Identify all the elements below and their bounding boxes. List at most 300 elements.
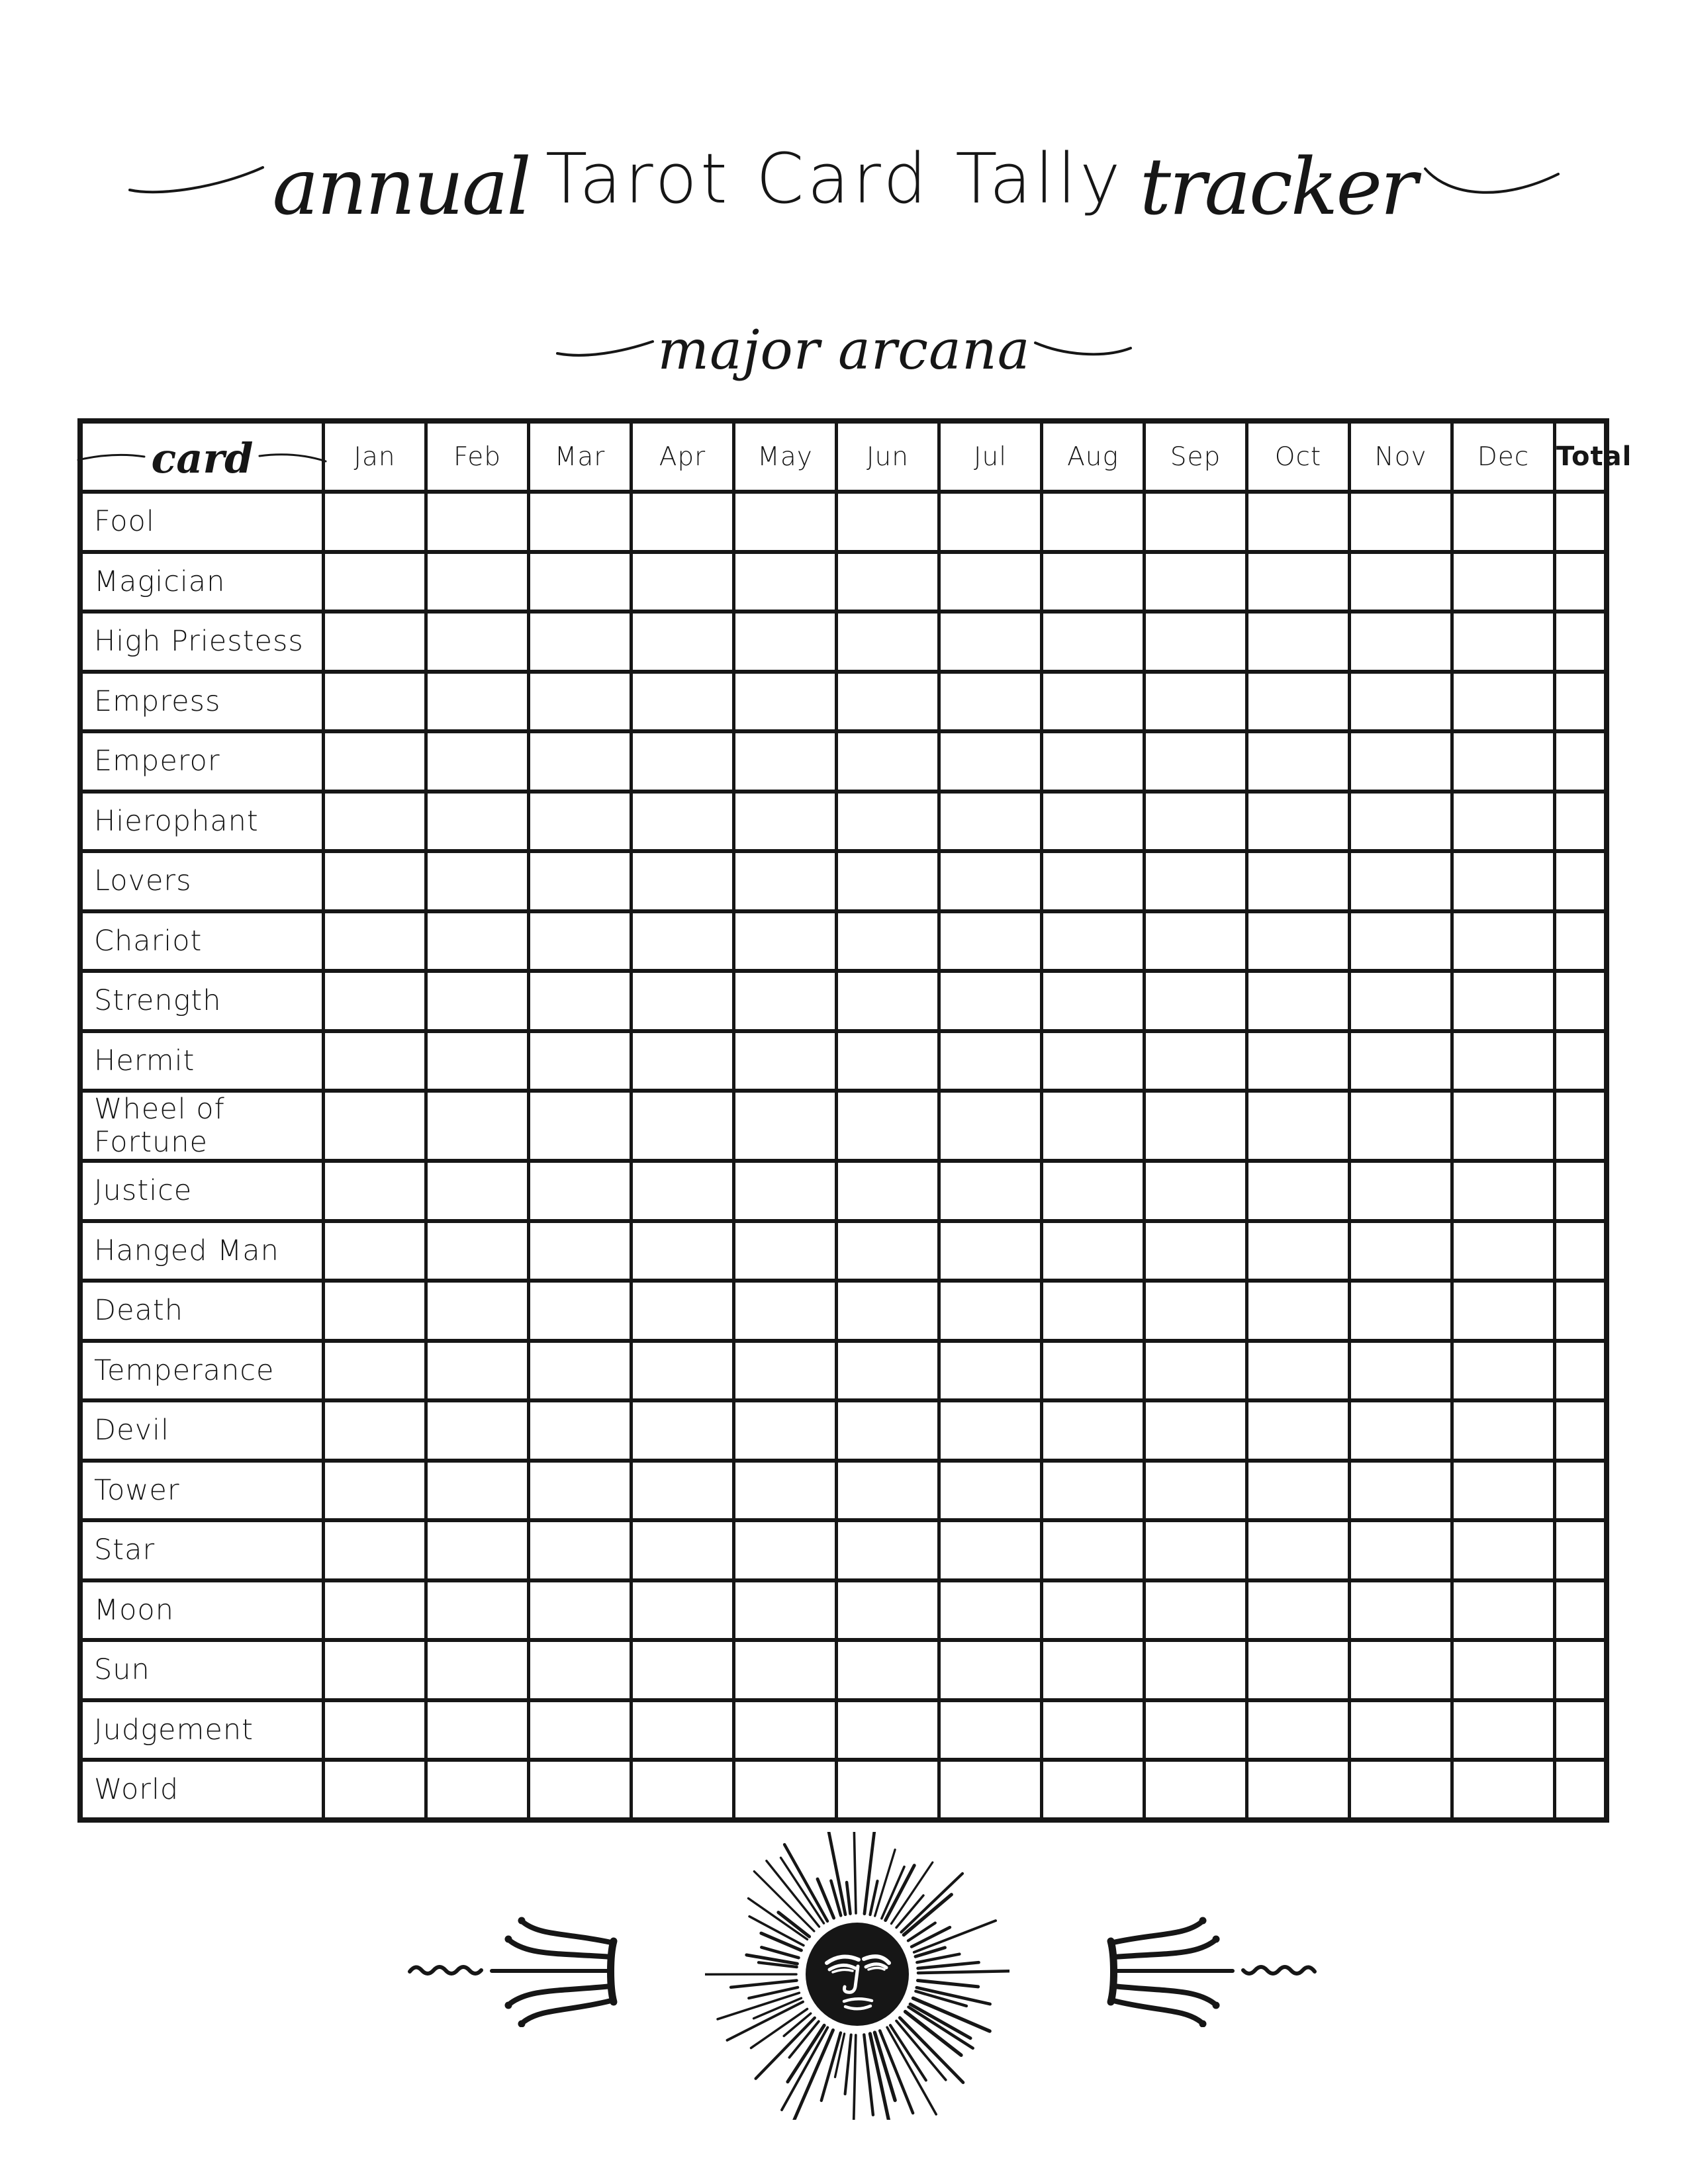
tally-cell xyxy=(1350,1221,1452,1281)
tally-cell xyxy=(529,1161,632,1221)
table-row xyxy=(80,731,1607,792)
tally-cell xyxy=(632,792,734,852)
total-cell xyxy=(1555,1700,1607,1760)
tally-cell xyxy=(1350,971,1452,1031)
tally-cell xyxy=(734,1161,837,1221)
tally-cell xyxy=(1247,672,1350,732)
tally-cell xyxy=(426,911,529,972)
tally-cell xyxy=(734,851,837,911)
tally-cell xyxy=(324,1461,426,1521)
total-cell xyxy=(1555,731,1607,792)
table-row xyxy=(80,971,1607,1031)
tally-cell xyxy=(1247,1520,1350,1580)
tally-cell xyxy=(837,672,939,732)
tally-table xyxy=(77,418,1632,1823)
table-row xyxy=(80,1580,1607,1641)
tally-cell xyxy=(529,971,632,1031)
tally-cell xyxy=(1042,1461,1145,1521)
table-row xyxy=(80,1700,1607,1760)
tally-cell xyxy=(734,1461,837,1521)
tally-cell xyxy=(324,1221,426,1281)
tally-cell xyxy=(1350,672,1452,732)
tally-cell xyxy=(939,1221,1042,1281)
tally-cell xyxy=(1452,1091,1555,1161)
tally-cell xyxy=(1247,1221,1350,1281)
tally-cell xyxy=(1042,552,1145,612)
tally-cell xyxy=(1350,1281,1452,1341)
tally-cell xyxy=(1350,1031,1452,1091)
tally-cell xyxy=(426,1221,529,1281)
card-name-cell: Judgement xyxy=(80,1700,324,1760)
tally-cell xyxy=(1145,552,1247,612)
card-name-cell: Wheel of Fortune xyxy=(80,1091,324,1161)
tally-cell xyxy=(529,911,632,972)
tally-cell xyxy=(1145,1520,1247,1580)
tally-cell xyxy=(1145,971,1247,1031)
tally-cell xyxy=(529,1580,632,1641)
total-cell xyxy=(1555,911,1607,972)
table-row xyxy=(80,672,1607,732)
card-column-header xyxy=(80,421,324,492)
tally-cell xyxy=(939,851,1042,911)
tally-cell xyxy=(734,1640,837,1700)
table-row xyxy=(80,1161,1607,1221)
tally-cell xyxy=(1452,672,1555,732)
tally-cell xyxy=(1042,1091,1145,1161)
tally-cell xyxy=(1350,1341,1452,1401)
tally-cell xyxy=(837,1031,939,1091)
total-column-header: Total xyxy=(1555,421,1607,492)
tally-cell xyxy=(324,1580,426,1641)
table-row xyxy=(80,1640,1607,1700)
tally-cell xyxy=(1042,1031,1145,1091)
tally-cell xyxy=(1145,1091,1247,1161)
tally-cell xyxy=(426,1520,529,1580)
tally-cell xyxy=(1247,731,1350,792)
table-row xyxy=(80,552,1607,612)
tally-cell xyxy=(1452,1760,1555,1820)
tally-cell xyxy=(837,552,939,612)
card-name-cell: High Priestess xyxy=(80,612,324,672)
tally-cell xyxy=(939,672,1042,732)
tally-cell xyxy=(632,1161,734,1221)
tally-cell xyxy=(1145,1221,1247,1281)
tally-cell xyxy=(529,1520,632,1580)
tally-cell xyxy=(426,1031,529,1091)
tally-cell xyxy=(324,492,426,552)
tally-cell xyxy=(734,971,837,1031)
tally-cell xyxy=(1452,1400,1555,1461)
tally-cell xyxy=(426,971,529,1031)
tally-cell xyxy=(426,1760,529,1820)
table-row xyxy=(80,1461,1607,1521)
tally-cell xyxy=(1247,1281,1350,1341)
tally-cell xyxy=(324,851,426,911)
card-name-cell: Hermit xyxy=(80,1031,324,1091)
tally-cell xyxy=(1042,731,1145,792)
tally-cell xyxy=(1350,792,1452,852)
month-column-header: Nov xyxy=(1350,421,1452,492)
tally-cell xyxy=(1247,612,1350,672)
table-row xyxy=(80,1520,1607,1580)
tally-cell xyxy=(1145,1640,1247,1700)
card-name-cell: Hierophant xyxy=(80,792,324,852)
tally-cell xyxy=(426,1161,529,1221)
tally-cell xyxy=(529,1700,632,1760)
tally-cell xyxy=(1452,1461,1555,1521)
title-main-text: Tarot Card Tally xyxy=(545,138,1124,219)
tally-cell xyxy=(1247,1161,1350,1221)
tally-cell xyxy=(1350,612,1452,672)
month-column-header: Apr xyxy=(632,421,734,492)
total-cell xyxy=(1555,971,1607,1031)
tally-cell xyxy=(632,731,734,792)
tally-cell xyxy=(1145,731,1247,792)
tally-cell xyxy=(1042,1700,1145,1760)
tally-cell xyxy=(1042,1580,1145,1641)
tally-cell xyxy=(837,971,939,1031)
card-name-cell: Moon xyxy=(80,1580,324,1641)
tally-cell xyxy=(1247,911,1350,972)
card-name-cell: Hanged Man xyxy=(80,1221,324,1281)
table-row xyxy=(80,911,1607,972)
tally-cell xyxy=(1145,1341,1247,1401)
tally-cell xyxy=(426,1580,529,1641)
title-script-annual: annual xyxy=(272,141,530,232)
tally-cell xyxy=(1452,612,1555,672)
card-name-cell: Tower xyxy=(80,1461,324,1521)
month-column-header: Jun xyxy=(837,421,939,492)
table-row xyxy=(80,1091,1607,1161)
tally-cell xyxy=(1452,1031,1555,1091)
tally-cell xyxy=(1145,851,1247,911)
total-cell xyxy=(1555,792,1607,852)
tally-cell xyxy=(734,672,837,732)
card-name-cell: Strength xyxy=(80,971,324,1031)
tally-cell xyxy=(324,672,426,732)
tally-cell xyxy=(1350,1700,1452,1760)
tally-cell xyxy=(529,1640,632,1700)
tally-cell xyxy=(1042,612,1145,672)
tally-cell xyxy=(1042,1281,1145,1341)
tally-cell xyxy=(1042,1161,1145,1221)
tally-cell xyxy=(1350,1461,1452,1521)
card-name-cell: Lovers xyxy=(80,851,324,911)
tally-cell xyxy=(632,1031,734,1091)
tally-cell xyxy=(1452,911,1555,972)
table-row xyxy=(80,1341,1607,1401)
month-column-header: Dec xyxy=(1452,421,1555,492)
tally-cell xyxy=(1350,1640,1452,1700)
total-cell xyxy=(1555,1580,1607,1641)
table-row xyxy=(80,1400,1607,1461)
tally-cell xyxy=(1247,1760,1350,1820)
card-name-cell: Star xyxy=(80,1520,324,1580)
total-cell xyxy=(1555,1640,1607,1700)
tally-cell xyxy=(1247,552,1350,612)
month-column-header: Mar xyxy=(529,421,632,492)
tally-cell xyxy=(939,1091,1042,1161)
tally-cell xyxy=(426,792,529,852)
tally-cell xyxy=(837,1640,939,1700)
tally-cell xyxy=(1042,672,1145,732)
tally-cell xyxy=(734,552,837,612)
tally-cell xyxy=(324,792,426,852)
tally-cell xyxy=(529,1281,632,1341)
tally-cell xyxy=(632,1700,734,1760)
tally-cell xyxy=(426,1341,529,1401)
total-cell xyxy=(1555,1031,1607,1091)
total-cell xyxy=(1555,1400,1607,1461)
tally-cell xyxy=(1042,1341,1145,1401)
table-row xyxy=(80,612,1607,672)
tally-cell xyxy=(1452,731,1555,792)
tally-cell xyxy=(632,1640,734,1700)
tally-cell xyxy=(837,1281,939,1341)
tally-cell xyxy=(1452,1161,1555,1221)
tally-cell xyxy=(324,971,426,1031)
month-column-header: Jan xyxy=(324,421,426,492)
tally-cell xyxy=(1452,1221,1555,1281)
tally-cell xyxy=(1350,1400,1452,1461)
total-cell xyxy=(1555,492,1607,552)
tally-cell xyxy=(1042,492,1145,552)
total-cell xyxy=(1555,1221,1607,1281)
tally-cell xyxy=(1042,1640,1145,1700)
tally-cell xyxy=(1145,492,1247,552)
total-cell xyxy=(1555,851,1607,911)
tally-cell xyxy=(939,731,1042,792)
title-left-flourish-line xyxy=(126,149,265,208)
tally-cell xyxy=(1452,1700,1555,1760)
tally-cell xyxy=(632,492,734,552)
table-row xyxy=(80,492,1607,552)
tally-cell xyxy=(939,911,1042,972)
section-heading xyxy=(0,298,1688,397)
tally-cell xyxy=(1042,1760,1145,1820)
tally-cell xyxy=(1350,492,1452,552)
tally-cell xyxy=(837,1091,939,1161)
tally-cell xyxy=(1452,1640,1555,1700)
tally-cell xyxy=(939,1520,1042,1580)
total-cell xyxy=(1555,1520,1607,1580)
card-name-cell: Chariot xyxy=(80,911,324,972)
tally-cell xyxy=(939,1640,1042,1700)
tally-cell xyxy=(1247,492,1350,552)
tally-cell xyxy=(324,1640,426,1700)
card-name-cell: World xyxy=(80,1760,324,1820)
tally-cell xyxy=(1452,792,1555,852)
tally-cell xyxy=(324,552,426,612)
table-row xyxy=(80,1221,1607,1281)
tally-cell xyxy=(529,492,632,552)
month-column-header: May xyxy=(734,421,837,492)
card-name-cell: Empress xyxy=(80,672,324,732)
tally-cell xyxy=(939,1400,1042,1461)
tally-cell xyxy=(529,612,632,672)
tally-cell xyxy=(837,1341,939,1401)
tally-cell xyxy=(734,1400,837,1461)
tally-cell xyxy=(837,1400,939,1461)
tally-cell xyxy=(1452,492,1555,552)
tally-cell xyxy=(1350,1760,1452,1820)
tally-cell xyxy=(837,1161,939,1221)
tally-cell xyxy=(1350,1161,1452,1221)
tally-cell xyxy=(529,731,632,792)
tally-cell xyxy=(324,1400,426,1461)
tally-cell xyxy=(939,792,1042,852)
tally-cell xyxy=(1452,1580,1555,1641)
tally-cell xyxy=(1350,851,1452,911)
tally-cell xyxy=(426,1281,529,1341)
month-column-header: Aug xyxy=(1042,421,1145,492)
tally-cell xyxy=(324,1161,426,1221)
month-column-header: Feb xyxy=(426,421,529,492)
tally-cell xyxy=(734,612,837,672)
tally-cell xyxy=(734,792,837,852)
tally-cell xyxy=(1452,971,1555,1031)
page-title xyxy=(0,106,1688,251)
tally-cell xyxy=(1042,1520,1145,1580)
tally-cell xyxy=(1042,851,1145,911)
tally-cell xyxy=(324,1281,426,1341)
tally-cell xyxy=(426,851,529,911)
tally-cell xyxy=(837,911,939,972)
tally-cell xyxy=(529,1221,632,1281)
total-cell xyxy=(1555,672,1607,732)
tally-cell xyxy=(734,1341,837,1401)
feather-spray-right-ornament xyxy=(1099,1915,1324,2027)
tally-cell xyxy=(1350,911,1452,972)
tally-cell xyxy=(324,911,426,972)
subtitle-script-major-arcana: major arcana xyxy=(657,318,1031,382)
table-row xyxy=(80,1031,1607,1091)
total-cell xyxy=(1555,1091,1607,1161)
tally-cell xyxy=(632,971,734,1031)
tally-cell xyxy=(529,672,632,732)
tally-cell xyxy=(837,612,939,672)
total-cell xyxy=(1555,552,1607,612)
tally-cell xyxy=(324,612,426,672)
tally-cell xyxy=(632,1580,734,1641)
tally-cell xyxy=(1247,792,1350,852)
tally-cell xyxy=(426,672,529,732)
title-script-tracker: tracker xyxy=(1139,141,1416,232)
tally-cell xyxy=(1452,1281,1555,1341)
tally-cell xyxy=(939,1580,1042,1641)
card-name-cell: Death xyxy=(80,1281,324,1341)
title-right-flourish-line xyxy=(1423,149,1562,208)
tally-cell xyxy=(1350,552,1452,612)
total-cell xyxy=(1555,1461,1607,1521)
tally-cell xyxy=(632,1341,734,1401)
subtitle-right-flourish-line xyxy=(1033,331,1133,364)
tally-cell xyxy=(734,1091,837,1161)
tally-cell xyxy=(939,1031,1042,1091)
tally-cell xyxy=(1042,792,1145,852)
tally-cell xyxy=(632,1400,734,1461)
tally-cell xyxy=(1145,1580,1247,1641)
tally-cell xyxy=(939,552,1042,612)
tally-cell xyxy=(1247,1400,1350,1461)
month-column-header: Sep xyxy=(1145,421,1247,492)
tally-cell xyxy=(632,552,734,612)
tally-cell xyxy=(324,1091,426,1161)
tally-cell xyxy=(529,792,632,852)
tally-cell xyxy=(1247,1341,1350,1401)
card-name-cell: Justice xyxy=(80,1161,324,1221)
tally-cell xyxy=(1247,1580,1350,1641)
tally-cell xyxy=(734,1281,837,1341)
tally-cell xyxy=(837,792,939,852)
tally-cell xyxy=(837,1461,939,1521)
card-header-script: card xyxy=(151,433,254,482)
tally-cell xyxy=(1247,851,1350,911)
tally-cell xyxy=(939,1461,1042,1521)
tally-cell xyxy=(632,851,734,911)
tally-cell xyxy=(837,1580,939,1641)
tally-cell xyxy=(529,1461,632,1521)
tally-cell xyxy=(1042,1400,1145,1461)
card-name-cell: Devil xyxy=(80,1400,324,1461)
tally-cell xyxy=(426,612,529,672)
tally-cell xyxy=(426,1091,529,1161)
tally-cell xyxy=(529,1031,632,1091)
month-column-header: Oct xyxy=(1247,421,1350,492)
tally-cell xyxy=(939,492,1042,552)
tally-cell xyxy=(837,731,939,792)
tally-cell xyxy=(426,552,529,612)
tally-cell xyxy=(1042,1221,1145,1281)
sun-face-ornament xyxy=(705,1832,1009,2120)
tally-cell xyxy=(1145,1760,1247,1820)
tally-cell xyxy=(426,492,529,552)
tally-cell xyxy=(529,1341,632,1401)
tally-cell xyxy=(1145,911,1247,972)
tally-cell xyxy=(734,1760,837,1820)
total-cell xyxy=(1555,1281,1607,1341)
month-column-header: Jul xyxy=(939,421,1042,492)
tally-cell xyxy=(632,1461,734,1521)
tally-cell xyxy=(632,911,734,972)
tally-cell xyxy=(1247,1640,1350,1700)
tally-cell xyxy=(324,1700,426,1760)
tally-cell xyxy=(529,1091,632,1161)
tally-cell xyxy=(529,1400,632,1461)
tally-cell xyxy=(734,1031,837,1091)
tally-cell xyxy=(939,1760,1042,1820)
tally-cell xyxy=(734,1221,837,1281)
total-cell xyxy=(1555,1341,1607,1401)
tally-cell xyxy=(529,1760,632,1820)
card-header-right-flourish-line xyxy=(258,447,328,467)
tally-cell xyxy=(1145,672,1247,732)
tally-cell xyxy=(734,1700,837,1760)
tally-cell xyxy=(529,552,632,612)
total-cell xyxy=(1555,1760,1607,1820)
tally-cell xyxy=(426,1461,529,1521)
tally-cell xyxy=(1145,612,1247,672)
tally-cell xyxy=(1247,1091,1350,1161)
table-row xyxy=(80,1281,1607,1341)
tally-cell xyxy=(1247,1031,1350,1091)
card-name-cell: Fool xyxy=(80,492,324,552)
feather-spray-left-ornament xyxy=(400,1915,626,2027)
tally-cell xyxy=(939,971,1042,1031)
tally-cell xyxy=(1452,1520,1555,1580)
card-name-cell: Emperor xyxy=(80,731,324,792)
table-row xyxy=(80,792,1607,852)
